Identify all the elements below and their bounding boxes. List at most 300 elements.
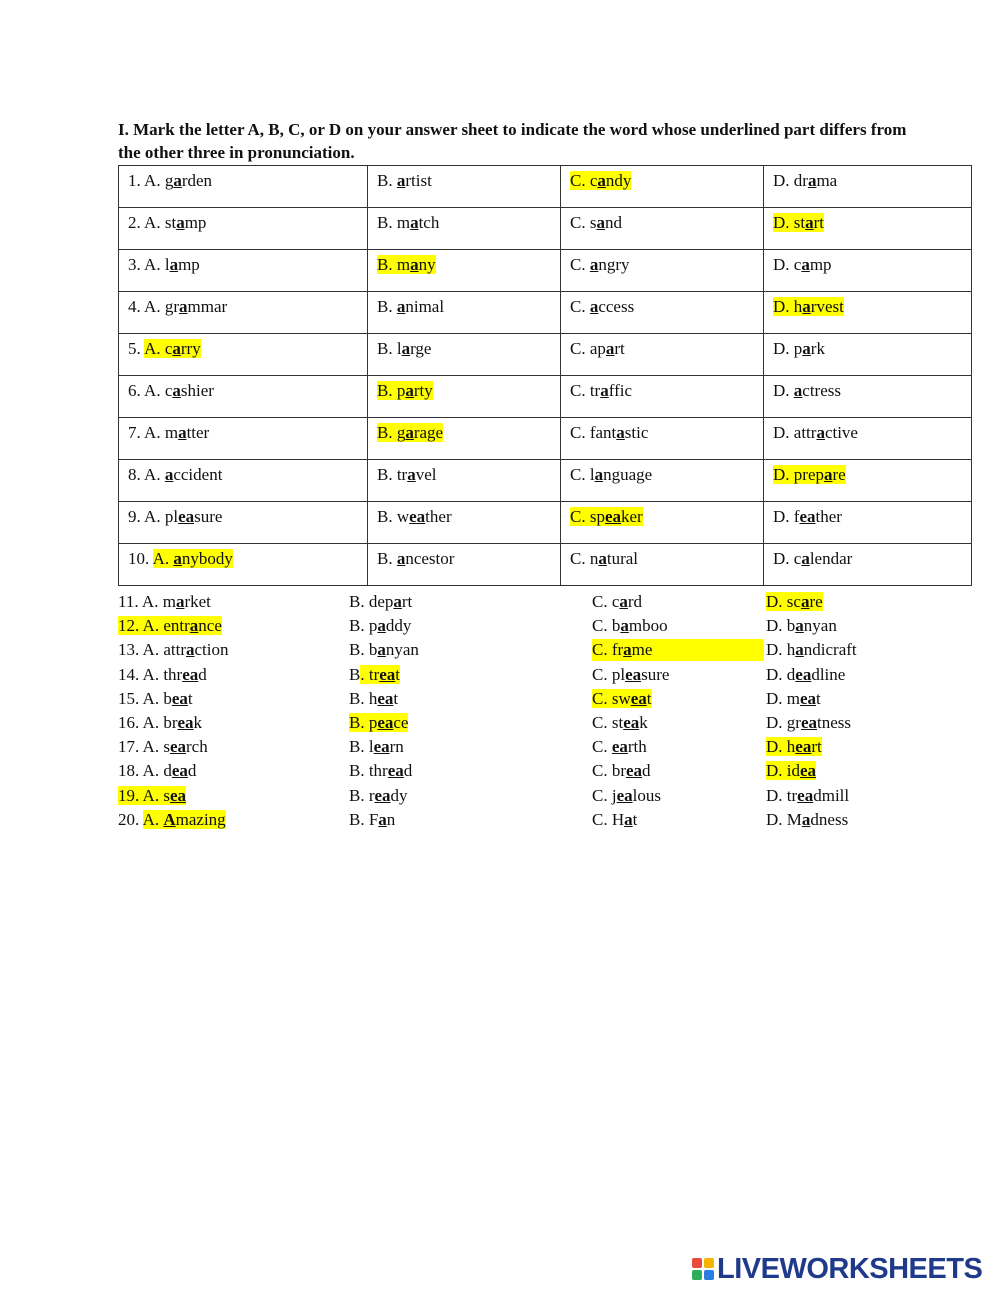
answer-option[interactable] — [349, 809, 395, 831]
option-text: nimal — [405, 297, 445, 316]
answer-option[interactable] — [592, 591, 642, 613]
option-word[interactable] — [592, 616, 668, 635]
option-text: sure — [641, 664, 670, 684]
option-text: B. m — [377, 213, 411, 232]
option-text: nce — [198, 616, 222, 636]
option-text: mmar — [187, 297, 228, 316]
option-text: C. — [570, 255, 590, 274]
option-word[interactable] — [377, 213, 439, 232]
option-text: B. l — [349, 737, 374, 757]
option-text: tter — [186, 423, 210, 442]
answer-option[interactable] — [368, 460, 561, 502]
answer-option[interactable] — [592, 615, 668, 637]
option-word[interactable] — [128, 507, 222, 526]
option-word[interactable] — [766, 640, 857, 659]
option-word[interactable] — [592, 592, 642, 611]
option-word[interactable] — [349, 713, 408, 732]
underlined-part: a — [401, 339, 411, 358]
option-word[interactable] — [592, 810, 637, 829]
option-text: B. w — [377, 507, 410, 526]
answer-option[interactable] — [764, 250, 972, 292]
answer-option[interactable] — [766, 591, 823, 613]
option-text: B. — [377, 297, 397, 316]
option-word[interactable] — [592, 761, 651, 780]
option-word[interactable] — [349, 689, 398, 708]
option-word[interactable] — [118, 640, 229, 659]
answer-option[interactable] — [561, 208, 764, 250]
option-word[interactable] — [118, 665, 207, 684]
answer-option[interactable] — [118, 760, 196, 782]
option-word[interactable] — [570, 255, 630, 274]
option-word[interactable] — [377, 339, 431, 358]
answer-option[interactable] — [764, 376, 972, 418]
underlined-part: ea — [409, 507, 426, 526]
answer-option[interactable] — [368, 166, 561, 208]
underlined-part: a — [594, 465, 604, 484]
option-word[interactable] — [766, 810, 848, 829]
answer-option[interactable] — [561, 418, 764, 460]
option-word[interactable] — [570, 213, 622, 232]
answer-option[interactable] — [766, 760, 816, 782]
answer-option[interactable] — [119, 418, 368, 460]
answer-option[interactable] — [764, 418, 972, 460]
logo-text: LIVEWORKSHEETS — [717, 1252, 983, 1285]
option-text: k — [639, 712, 648, 732]
underlined-part: a — [589, 297, 599, 316]
option-word[interactable] — [349, 761, 412, 780]
option-text: 3. A. l — [128, 255, 170, 274]
option-text: D. c — [773, 255, 802, 274]
option-word[interactable] — [766, 786, 849, 805]
underlined-part: a — [598, 549, 607, 568]
underlined-part: ea — [795, 664, 812, 684]
answer-option[interactable] — [118, 736, 208, 758]
option-text: D. h — [766, 737, 796, 757]
answer-table — [118, 165, 972, 586]
option-text: D. f — [773, 507, 800, 526]
answer-option[interactable] — [561, 250, 764, 292]
option-text: A. — [152, 549, 174, 568]
option-text: nd — [604, 213, 622, 232]
option-text: n — [386, 809, 396, 829]
answer-option[interactable] — [368, 544, 561, 586]
option-text: D. st — [773, 213, 806, 232]
option-word[interactable] — [773, 171, 837, 190]
answer-option[interactable] — [561, 376, 764, 418]
option-word[interactable] — [349, 810, 395, 829]
option-word[interactable] — [377, 171, 432, 190]
option-word[interactable] — [377, 297, 444, 316]
underlined-part: a — [396, 549, 406, 568]
option-text: D. id — [766, 761, 800, 781]
underlined-part: a — [405, 423, 414, 442]
underlined-part: a — [597, 171, 606, 190]
question-row — [119, 166, 972, 208]
option-number: 20. — [118, 809, 143, 829]
option-text: D. sc — [766, 592, 801, 611]
question-row — [119, 544, 972, 586]
option-word[interactable] — [570, 171, 631, 190]
underlined-part: ea — [169, 737, 187, 757]
answer-option[interactable] — [592, 712, 648, 734]
option-text: 15. A. b — [118, 688, 172, 708]
option-text: D. b — [766, 616, 796, 636]
answer-option[interactable] — [119, 334, 368, 376]
option-word[interactable] — [570, 297, 634, 316]
option-text: tch — [418, 213, 440, 232]
option-text: B. tr — [377, 465, 408, 484]
option-word[interactable] — [570, 465, 652, 484]
option-word[interactable] — [766, 616, 837, 635]
question-row — [119, 418, 972, 460]
answer-option[interactable] — [764, 544, 972, 586]
underlined-part: a — [405, 381, 414, 400]
option-text: C. — [570, 297, 590, 316]
answer-option[interactable] — [764, 166, 972, 208]
answer-option[interactable] — [368, 292, 561, 334]
answer-option[interactable] — [766, 809, 848, 831]
answer-option[interactable] — [766, 639, 857, 661]
option-text: ngry — [598, 255, 630, 274]
underlined-part: a — [186, 640, 195, 660]
question-row — [119, 250, 972, 292]
option-text: 17. A. s — [118, 737, 170, 757]
option-word[interactable] — [570, 339, 625, 358]
answer-option[interactable] — [119, 502, 368, 544]
answer-option[interactable] — [764, 292, 972, 334]
option-text: D. d — [766, 664, 796, 684]
option-word[interactable] — [377, 507, 452, 526]
option-text: C. j — [592, 785, 617, 805]
underlined-part: ea — [374, 785, 391, 805]
answer-option[interactable] — [561, 334, 764, 376]
option-word[interactable] — [377, 255, 436, 274]
answer-option[interactable] — [592, 639, 764, 661]
answer-option[interactable] — [764, 460, 972, 502]
underlined-part: a — [802, 339, 811, 358]
underlined-part: ea — [800, 761, 817, 781]
answer-option[interactable] — [118, 615, 222, 637]
option-word[interactable] — [349, 737, 404, 756]
underlined-part: a — [407, 465, 416, 484]
option-word[interactable] — [570, 381, 632, 400]
option-word[interactable] — [773, 213, 824, 232]
option-word[interactable] — [118, 592, 211, 611]
underlined-part: ea — [171, 761, 188, 781]
option-text: vel — [415, 465, 437, 484]
option-text: C. ap — [570, 339, 606, 358]
option-word[interactable] — [766, 689, 821, 708]
option-text: sure — [194, 507, 223, 526]
answer-option[interactable] — [349, 712, 408, 734]
underlined-part: ea — [182, 664, 199, 684]
answer-option[interactable] — [119, 544, 368, 586]
answer-option[interactable] — [119, 166, 368, 208]
underlined-part: a — [605, 339, 615, 358]
option-word[interactable] — [773, 507, 842, 526]
option-word[interactable] — [118, 616, 222, 635]
option-text: B. g — [377, 423, 406, 442]
option-text: C. fant — [570, 423, 617, 442]
option-text: B. — [377, 549, 397, 568]
answer-option[interactable] — [349, 736, 404, 758]
option-word[interactable] — [118, 761, 196, 780]
option-word[interactable] — [377, 549, 454, 568]
answer-option[interactable] — [349, 688, 398, 710]
option-number: 10. — [128, 549, 153, 568]
answer-option[interactable] — [766, 615, 837, 637]
underlined-part: a — [396, 297, 406, 316]
option-word[interactable] — [118, 786, 186, 805]
answer-option[interactable] — [118, 639, 229, 661]
question-row — [118, 736, 978, 760]
answer-option[interactable] — [118, 664, 207, 686]
option-text: lous — [632, 785, 661, 805]
answer-option[interactable] — [119, 208, 368, 250]
option-word[interactable] — [128, 213, 206, 232]
underlined-part: a — [802, 297, 811, 316]
option-word[interactable] — [592, 737, 647, 756]
answer-option[interactable] — [349, 615, 411, 637]
underlined-part: ea — [623, 712, 640, 732]
underlined-part: a — [172, 339, 181, 358]
option-text: rage — [413, 423, 444, 442]
option-text: C. sw — [592, 688, 631, 708]
option-word[interactable] — [592, 639, 764, 661]
option-text: t — [187, 688, 193, 708]
answer-option[interactable] — [561, 544, 764, 586]
answer-option[interactable] — [349, 760, 412, 782]
option-word[interactable] — [144, 339, 201, 358]
answer-option[interactable] — [349, 591, 412, 613]
question-row — [119, 460, 972, 502]
liveworksheets-logo — [692, 1254, 982, 1284]
option-text: dness — [810, 809, 849, 829]
underlined-part: ea — [616, 785, 633, 805]
option-word[interactable] — [349, 592, 412, 611]
option-word[interactable] — [773, 465, 846, 484]
answer-option[interactable] — [349, 664, 400, 686]
answer-option[interactable] — [118, 809, 226, 831]
option-text: B. h — [349, 688, 378, 708]
answer-option[interactable] — [592, 664, 669, 686]
option-word[interactable] — [773, 339, 825, 358]
option-text: 14. A. thr — [118, 664, 183, 684]
option-text: C. pl — [592, 664, 626, 684]
answer-option[interactable] — [368, 502, 561, 544]
option-text: D. attr — [773, 423, 817, 442]
underlined-part: a — [800, 592, 810, 611]
answer-option[interactable] — [349, 785, 408, 807]
option-text: rt — [813, 213, 825, 232]
option-word[interactable] — [592, 713, 648, 732]
answer-option[interactable] — [119, 250, 368, 292]
option-word[interactable] — [349, 640, 419, 659]
option-word[interactable] — [128, 255, 200, 274]
option-word[interactable] — [349, 786, 408, 805]
option-word[interactable] — [349, 616, 411, 635]
underlined-part: a — [624, 809, 633, 829]
option-text: dmill — [813, 785, 850, 805]
underlined-part: a — [176, 213, 185, 232]
answer-option[interactable] — [764, 334, 972, 376]
option-word[interactable] — [118, 713, 202, 732]
option-word[interactable] — [766, 713, 851, 732]
option-word[interactable] — [592, 786, 661, 805]
option-word[interactable] — [766, 761, 816, 780]
answer-option[interactable] — [592, 688, 652, 710]
underlined-part: a — [173, 171, 182, 190]
option-text: 18. A. d — [118, 761, 172, 781]
option-word[interactable] — [570, 549, 638, 568]
underlined-part: a — [816, 423, 825, 442]
underlined-part: ea — [379, 664, 396, 684]
option-word[interactable] — [377, 465, 437, 484]
option-text: mp — [809, 255, 832, 274]
answer-option[interactable] — [766, 736, 822, 758]
underlined-part: ea — [800, 712, 817, 732]
option-text: d — [198, 664, 207, 684]
option-text: re — [809, 592, 823, 611]
option-text: k — [193, 712, 203, 732]
option-text: B. F — [349, 809, 379, 829]
question-row — [119, 292, 972, 334]
option-word[interactable] — [118, 689, 193, 708]
answer-option[interactable] — [766, 664, 845, 686]
answer-option[interactable] — [592, 785, 661, 807]
question-row — [119, 376, 972, 418]
underlined-part: ea — [178, 507, 195, 526]
answer-option[interactable] — [118, 688, 193, 710]
option-text: tural — [606, 549, 638, 568]
underlined-part: a — [172, 381, 181, 400]
underlined-part: a — [807, 171, 817, 190]
option-word[interactable] — [128, 423, 209, 442]
option-word[interactable] — [377, 381, 433, 400]
question-list — [118, 591, 978, 833]
question-row — [118, 760, 978, 784]
underlined-part: ea — [373, 737, 390, 757]
option-text: me — [631, 640, 653, 660]
option-word[interactable] — [773, 423, 858, 442]
answer-option[interactable] — [561, 502, 764, 544]
option-text: rge — [410, 339, 432, 358]
option-text: 7. A. m — [128, 423, 179, 442]
option-word[interactable] — [128, 465, 222, 484]
answer-option[interactable] — [118, 591, 211, 613]
option-word[interactable] — [766, 592, 823, 611]
option-text: D. h — [766, 640, 796, 660]
answer-option[interactable] — [368, 418, 561, 460]
option-number: 5. — [128, 339, 145, 358]
underlined-part: A — [163, 809, 176, 829]
answer-option[interactable] — [592, 809, 637, 831]
answer-option[interactable] — [764, 208, 972, 250]
answer-option[interactable] — [349, 639, 419, 661]
answer-option[interactable] — [368, 250, 561, 292]
underlined-part: a — [377, 640, 386, 660]
option-word[interactable] — [128, 171, 212, 190]
answer-option[interactable] — [766, 712, 851, 734]
option-text: ctress — [802, 381, 841, 400]
answer-option[interactable] — [561, 292, 764, 334]
answer-option[interactable] — [368, 334, 561, 376]
option-word[interactable] — [592, 689, 652, 708]
option-text: B. p — [377, 381, 406, 400]
answer-option[interactable] — [561, 460, 764, 502]
option-text: C. b — [592, 616, 621, 636]
underlined-part: ea — [626, 761, 643, 781]
option-text: ddy — [385, 616, 412, 636]
option-text: d — [187, 761, 197, 781]
answer-option[interactable] — [764, 502, 972, 544]
answer-option[interactable] — [368, 208, 561, 250]
option-word[interactable] — [773, 255, 832, 274]
answer-option[interactable] — [119, 460, 368, 502]
underlined-part: a — [410, 213, 419, 232]
option-word[interactable] — [766, 665, 845, 684]
option-word[interactable] — [143, 810, 226, 829]
underlined-part: ea — [171, 688, 188, 708]
answer-option[interactable] — [561, 166, 764, 208]
option-text: 6. A. c — [128, 381, 173, 400]
option-text: rt — [614, 339, 625, 358]
option-word[interactable] — [153, 549, 233, 568]
option-word[interactable] — [773, 549, 852, 568]
option-word[interactable] — [360, 665, 400, 684]
underlined-part: a — [793, 381, 803, 400]
option-text: ma — [816, 171, 838, 190]
answer-option[interactable] — [592, 736, 647, 758]
underlined-part: a — [801, 549, 810, 568]
option-text: C. c — [592, 592, 620, 611]
option-text: d — [403, 761, 413, 781]
answer-option[interactable] — [118, 785, 186, 807]
option-word[interactable] — [118, 737, 208, 756]
answer-option[interactable] — [592, 760, 651, 782]
underlined-part: a — [616, 423, 625, 442]
option-text: 8. A. — [128, 465, 165, 484]
option-text: rn — [389, 737, 404, 757]
option-text: mazing — [175, 809, 226, 829]
option-text: t — [393, 688, 399, 708]
answer-option[interactable] — [119, 376, 368, 418]
option-text: rtist — [405, 171, 432, 190]
answer-option[interactable] — [118, 712, 202, 734]
option-text: B. p — [349, 616, 378, 636]
answer-option[interactable] — [368, 376, 561, 418]
underlined-part: a — [623, 640, 632, 660]
answer-option[interactable] — [766, 688, 821, 710]
option-text: C. c — [570, 171, 598, 190]
answer-option[interactable] — [766, 785, 849, 807]
option-word[interactable] — [773, 297, 844, 316]
option-word[interactable] — [128, 297, 227, 316]
option-word[interactable] — [570, 507, 643, 526]
option-word[interactable] — [570, 423, 648, 442]
option-text: ctive — [824, 423, 858, 442]
option-word[interactable] — [766, 737, 822, 756]
option-word[interactable] — [592, 665, 669, 684]
underlined-part: a — [173, 549, 182, 568]
option-word[interactable] — [128, 381, 214, 400]
question-row — [118, 688, 978, 712]
answer-option[interactable] — [119, 292, 368, 334]
option-text: B. r — [349, 785, 375, 805]
option-word[interactable] — [377, 423, 443, 442]
option-word[interactable] — [773, 381, 841, 400]
option-text: t — [632, 809, 638, 829]
